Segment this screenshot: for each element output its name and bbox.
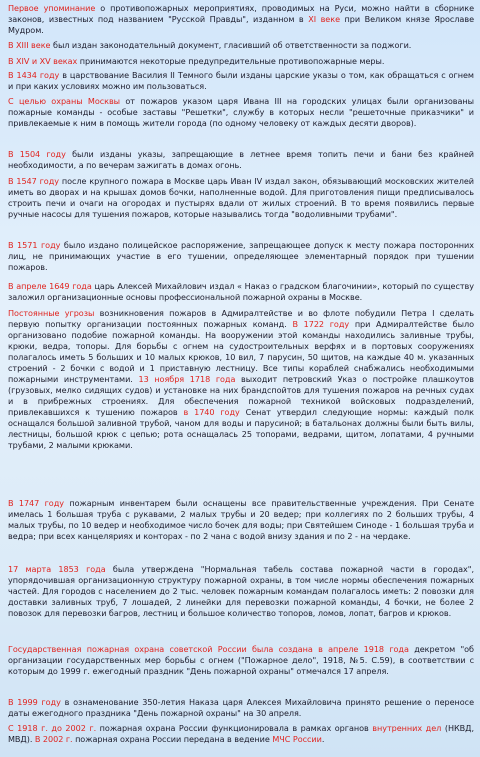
highlighted-phrase: внутренних дел [372,723,442,733]
paragraph: 17 марта 1853 года была утверждена "Нормальная табель состава пожарной части в городах", упорядочившая организационную структуру пожарной охраны, в том числе нормы обеспечения пожарных частей. Для городов с населением до 2 тыс. человек пожарным командам полагалось иметь: 2 повозки для доставки заливных труб, 7 лошадей, 2 линейки для перевозки пожарной команды, 4 бочки, не более 2 повозок для перевозки багров, лестниц и большое количество топоров, ломов, лопат, багров и крюков. [8,564,474,618]
highlighted-phrase: С целью охраны Москвы [8,96,121,106]
paragraph: В 1999 году в ознаменование 350-летия Наказа царя Алексея Михайловича принято решение о переносе даты ежегодного праздника "День пожарной охраны" на 30 апреля. [8,697,474,718]
highlighted-phrase: В XIII веке [8,40,51,50]
highlighted-phrase: XI веке [308,14,340,24]
highlighted-phrase: В 1722 году [292,319,350,329]
highlighted-phrase: В XIV и XV веках [8,56,78,66]
paragraph: В 1571 году было издано полицейское распоряжение, запрещающее допуск к месту пожара посторонних лиц, не принимающих участие в его тушении, определяющее элементарный порядок при тушении пожаров. [8,240,474,272]
highlighted-phrase: В 2002 г. [34,734,73,744]
paragraph: В 1747 году пожарным инвентарем были оснащены все правительственные учреждения. При Сенате имелась 1 большая труба с рукавами, 2 малых трубы и 20 ведер; при коллегиях по 2 больших трубы, 4 малых трубы, по 10 ведер и необходимое число бочек для воды; при Святейшем Синоде - 1 большая труба и ведра; при всех канцеляриях и конторах - по 2 чана с водой внизу здания и по 2 - на чердаке. [8,498,474,541]
paragraph: В апреле 1649 года царь Алексей Михайлович издал « Наказ о градском благочинии», который по существу заложил организационные основы профессиональной пожарной охраны в Москве. [8,281,474,302]
paragraph: В 1504 году были изданы указы, запрещающие в летнее время топить печи и бани без крайней необходимости, а по вечерам зажигать в домах огонь. [8,149,474,170]
paragraph: В XIII веке был издан законодательный документ, гласивший об ответственности за поджоги. [8,40,412,50]
highlighted-phrase: МЧС России [272,734,322,744]
highlighted-phrase: В 1571 году [8,240,61,250]
highlighted-phrase: 17 марта 1853 года [8,564,106,574]
paragraph: Государственная пожарная охрана советской России была создана в апреле 1918 года декретом "об организации государственных мер борьбы с огнем ("Пожарное дело", 1918, №5. С.59), в соответствии с которым до 1999 г. ежегодный праздник "День пожарной охраны" отмечался 17 апреля. [8,644,474,676]
highlighted-phrase: Постоянные угрозы [8,308,95,318]
paragraph: С целью охраны Москвы от пожаров указом царя Ивана III на городских улицах были организованы пожарные команды - особые заставы "Решетки", службу в которых несли "решеточные приказчики" и привлекаемые к ним в помощь жители города (по одному человеку от каждых десяти дворов). [8,96,474,128]
highlighted-phrase: В апреле 1649 года [8,281,92,291]
paragraph: Первое упоминание о противопожарных мероприятиях, проводимых на Руси, можно найти в сборнике законов, известных под названием "Русской Правды", изданном в XI веке при Великом князе Ярославе Мудром. [8,3,475,35]
highlighted-phrase: Государственная пожарная охрана советской России была создана в апреле 1918 года [8,644,409,654]
paragraph: В 1434 году в царствование Василия II Темного были изданы царские указы о том, как обращаться с огнем и при каких условиях можно им пользоваться. [8,70,474,91]
highlighted-phrase: В 1547 году [8,176,59,186]
highlighted-phrase: В 1999 году [8,697,61,707]
highlighted-phrase: В 1434 году [8,70,60,80]
highlighted-phrase: В 1747 году [8,498,64,508]
highlighted-phrase: Первое упоминание [8,3,96,13]
highlighted-phrase: 13 ноября 1718 года [138,374,236,384]
paragraph: В XIV и XV веках принимаются некоторые предупредительные противопожарные меры. [8,56,385,66]
highlighted-phrase: в 1740 году [183,407,240,417]
highlighted-phrase: В 1504 году [8,149,66,159]
paragraph: Постоянные угрозы возникновения пожаров в Адмиралтействе и во флоте побудили Петра I сделать первую попытку организации постоянных пожарных команд. В 1722 году при Адмиралтействе было организовано подобие пожарной команды. На вооружении этой команды находились заливные трубы, крюки, ведра, топоры. Для борьбы с огнем на судостроительных верфях и в портовых сооружениях полагалось иметь 5 больших и 10 малых крюков, 10 вил, 7 парусин, 50 щитов, на каждые 40 м. указанных строений - 2 бочки с водой и 1 приставную лестницу. Все типы кораблей снабжались необходимыми пожарными инструментами. 13 ноября 1718 года выходит петровский Указ о постройке плашкоутов (грузовых, мелко сидящих судов) и установке на них брандспойтов для тушения пожаров на речных судах и в прибрежных строениях. Для обеспечения пожарной техникой войсковых подразделений, привлекавшихся к тушению пожаров в 1740 году Сенат утвердил следующие нормы: каждый полк оснащался большой заливной трубой, чаном для воды и парусиной; в батальонах должны были быть вилы, лестницы, большой крюк с цепью; рота оснащалась 25 топорами, ведрами, щитом, лопатами, 4 ручными трубами, 2 малыми крюками. [8,308,475,450]
paragraph: С 1918 г. до 2002 г. пожарная охрана России функционировала в рамках органов внутренних дел (НКВД, МВД). В 2002 г. пожарная охрана России передана в ведение МЧС России. [8,723,474,744]
paragraph: В 1547 году после крупного пожара в Москве царь Иван IV издал закон, обязывающий московских жителей иметь во дворах и на крышах домов бочки, наполненные водой. Для приготовления пищи предписывалось строить печи и очаги на огородах и пустырях вдали от жилых строений. В то время появились первые ручные насосы для тушения пожаров, которые назывались тогда "водоливными трубами". [8,176,474,219]
highlighted-phrase: С 1918 г. до 2002 г. [8,723,97,733]
